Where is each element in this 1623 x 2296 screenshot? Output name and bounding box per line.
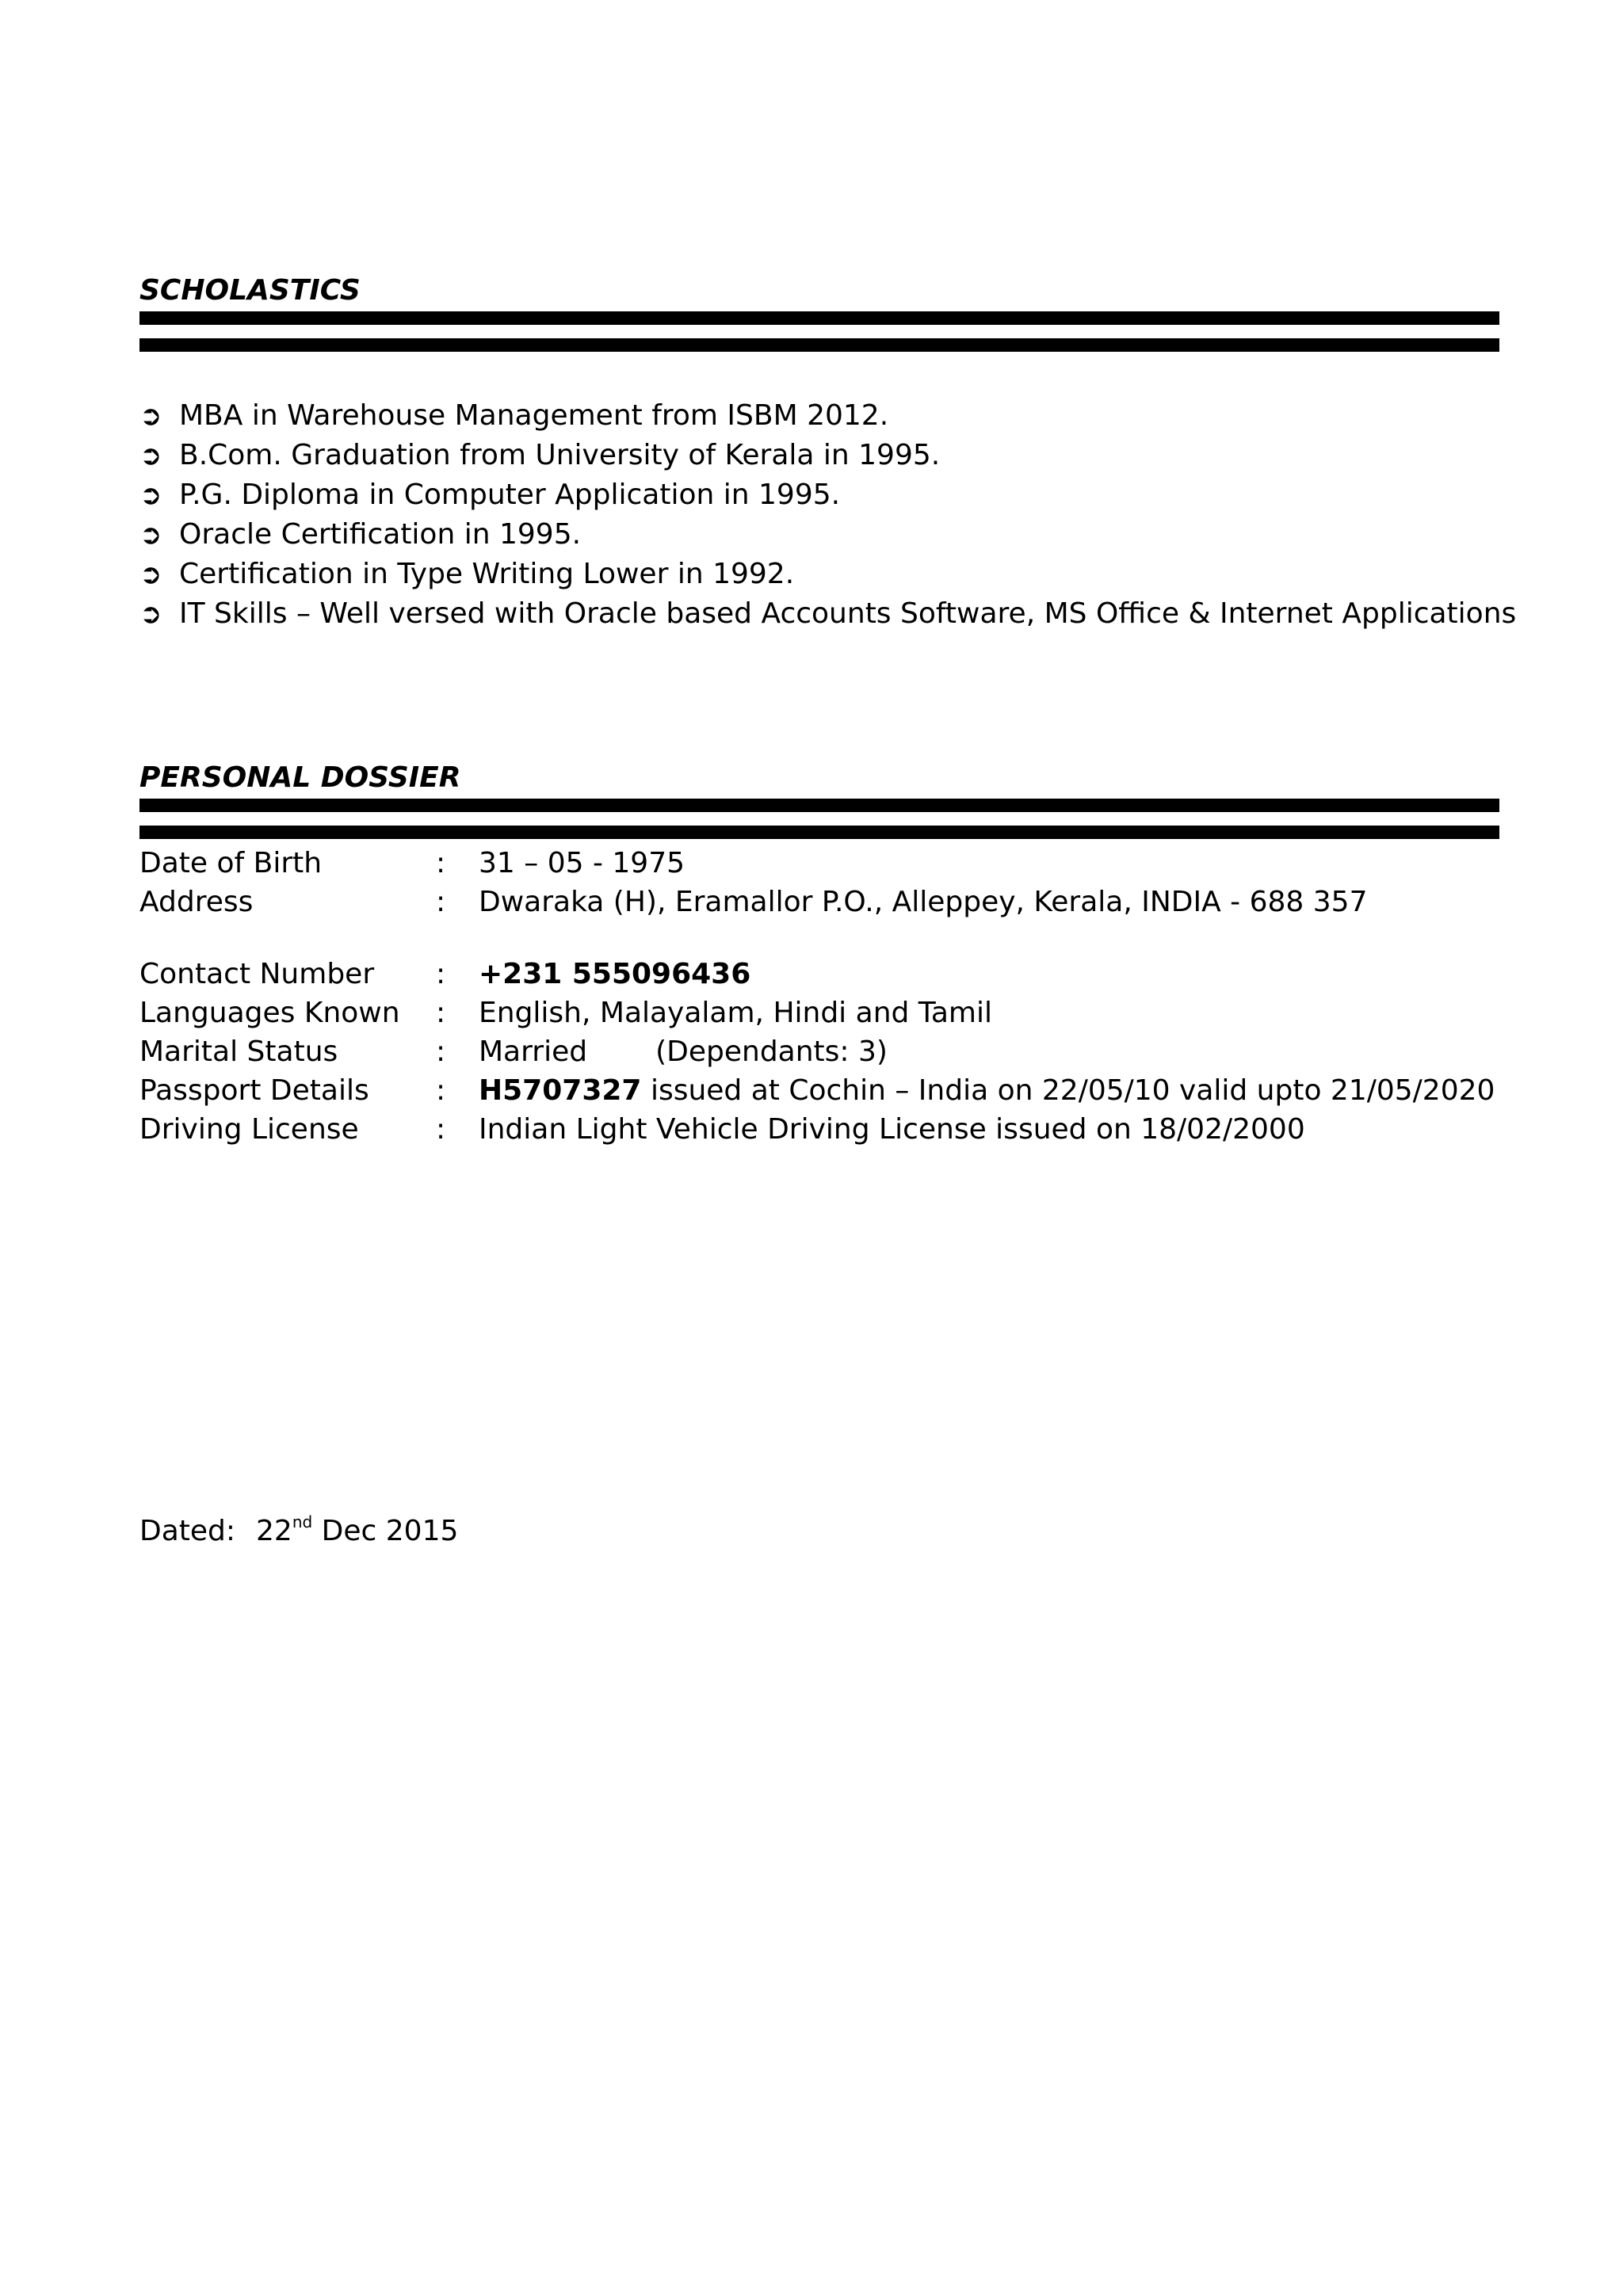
list-item-text: Certification in Type Writing Lower in 1992. <box>179 558 795 590</box>
row-label: Languages Known <box>139 997 400 1029</box>
row-value: English, Malayalam, Hindi and Tamil <box>479 997 992 1029</box>
row-label: Contact Number <box>139 958 375 990</box>
row-label: Date of Birth <box>139 847 323 879</box>
row-separator: : <box>436 886 446 918</box>
passport-details-text: issued at Cochin – India on 22/05/10 valid upto 21/05/2020 <box>650 1074 1495 1107</box>
list-item-text: P.G. Diploma in Computer Application in 1995. <box>179 479 841 511</box>
list-item-text: Oracle Certification in 1995. <box>179 518 582 551</box>
arrow-right-icon: ➲ <box>139 519 162 551</box>
list-item <box>139 436 1516 475</box>
dossier-row-address <box>139 883 1495 921</box>
dated-day-suffix: nd <box>292 1512 313 1531</box>
list-item-text: B.Com. Graduation from University of Kerala in 1995. <box>179 439 941 471</box>
dossier-row-driving-license <box>139 1110 1495 1149</box>
list-item-text: MBA in Warehouse Management from ISBM 2012. <box>179 399 889 432</box>
dossier-rule-top <box>139 799 1499 812</box>
dossier-row-date-of-birth <box>139 844 1495 883</box>
row-separator: : <box>436 847 446 879</box>
scholastics-heading: SCHOLASTICS <box>139 274 361 307</box>
row-separator: : <box>436 958 446 990</box>
arrow-right-icon: ➲ <box>139 400 162 432</box>
personal-dossier-table <box>139 844 1495 1149</box>
row-separator: : <box>436 1074 446 1107</box>
row-label: Driving License <box>139 1113 359 1146</box>
passport-number: H5707327 <box>479 1074 642 1107</box>
dependants-value: (Dependants: 3) <box>655 1035 888 1068</box>
dossier-row-contact-number <box>139 955 1495 994</box>
scholastics-list <box>139 396 1516 634</box>
personal-dossier-heading: PERSONAL DOSSIER <box>139 761 461 794</box>
row-separator: : <box>436 1035 446 1068</box>
marital-status-value: Married <box>479 1035 588 1068</box>
dated-month-year: Dec 2015 <box>321 1515 459 1547</box>
row-separator: : <box>436 997 446 1029</box>
list-item <box>139 475 1516 515</box>
row-label: Marital Status <box>139 1035 338 1068</box>
row-value: Dwaraka (H), Eramallor P.O., Alleppey, Kerala, INDIA - 688 357 <box>479 886 1368 918</box>
list-item <box>139 515 1516 555</box>
list-item <box>139 396 1516 436</box>
arrow-right-icon: ➲ <box>139 479 162 511</box>
arrow-right-icon: ➲ <box>139 440 162 471</box>
list-item <box>139 555 1516 594</box>
list-item <box>139 594 1516 634</box>
row-label: Address <box>139 886 254 918</box>
list-item-text: IT Skills – Well versed with Oracle based Accounts Software, MS Office & Internet Applications <box>179 597 1517 630</box>
scholastics-rule-bottom <box>139 338 1499 352</box>
row-label: Passport Details <box>139 1074 369 1107</box>
row-value <box>479 955 750 994</box>
dossier-row-passport <box>139 1071 1495 1110</box>
arrow-right-icon: ➲ <box>139 598 162 630</box>
contact-number-value: +231 555096436 <box>479 958 751 990</box>
dated-line <box>139 1512 458 1551</box>
dossier-rule-bottom <box>139 826 1499 839</box>
dated-label: Dated: <box>139 1515 236 1547</box>
dated-day: 22 <box>256 1515 292 1547</box>
row-value <box>479 1071 1495 1110</box>
row-separator: : <box>436 1113 446 1146</box>
scholastics-rule-top <box>139 311 1499 325</box>
row-value <box>479 1032 888 1071</box>
dossier-row-languages <box>139 994 1495 1032</box>
dossier-row-marital-status <box>139 1032 1495 1071</box>
row-value: Indian Light Vehicle Driving License issued on 18/02/2000 <box>479 1113 1305 1146</box>
row-value: 31 – 05 - 1975 <box>479 847 685 879</box>
arrow-right-icon: ➲ <box>139 559 162 590</box>
